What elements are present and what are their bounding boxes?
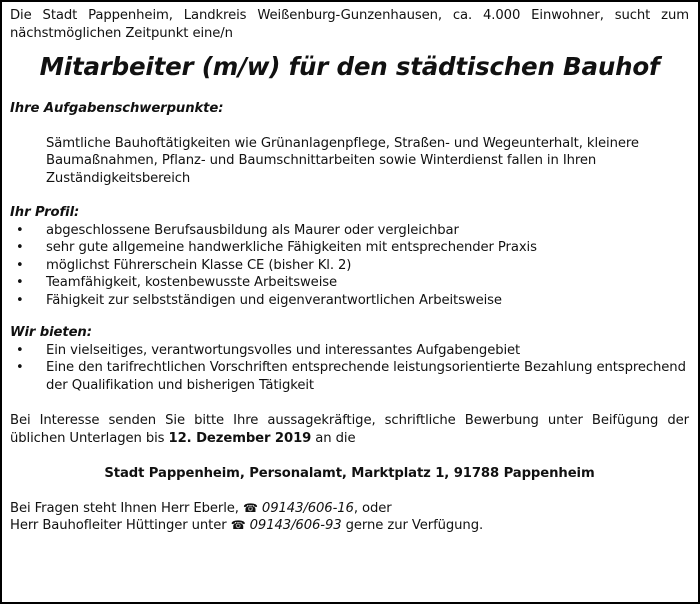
list-item-text: Ein vielseitiges, verantwortungsvolles und interessantes Aufgabengebiet [46, 342, 521, 358]
contact-line1-before: Bei Fragen steht Ihnen Herr Eberle, [10, 500, 243, 516]
contact-line2-after: gerne zur Verfügung. [341, 518, 484, 533]
list-item-text: sehr gute allgemeine handwerkliche Fähigkeiten mit entsprechender Praxis [46, 240, 537, 255]
offer-list [10, 342, 689, 395]
contact-info [10, 500, 689, 535]
intro-text: Die Stadt Pappenheim, Landkreis Weißenburg-Gunzenhausen, ca. 4.000 Einwohner, sucht zum nächstmöglichen Zeitpunkt eine/n [10, 8, 689, 41]
list-item [10, 239, 689, 257]
telephone-icon: ☎ [242, 500, 258, 515]
list-item [10, 257, 689, 275]
list-item [10, 274, 689, 292]
list-item-text: abgeschlossene Berufsausbildung als Maurer oder vergleichbar [46, 222, 459, 238]
list-item-text: Teamfähigkeit, kostenbewusste Arbeitsweise [46, 275, 338, 290]
postal-address: Stadt Pappenheim, Personalamt, Marktplatz 1, 91788 Pappenheim [104, 466, 595, 481]
bullet-icon: • [16, 222, 24, 238]
contact-line1-after: , oder [353, 500, 392, 516]
list-item [10, 359, 689, 394]
list-item [10, 292, 689, 310]
tasks-text: Sämtliche Bauhoftätigkeiten wie Grünanlagenpflege, Straßen- und Wegeunterhalt, kleinere Baumaßnahmen, Pflanz- und Baumschnittarbeiten sowie Winterdienst fallen in Ihren Zuständigkeitsbereich [46, 135, 639, 186]
bullet-icon: • [16, 257, 24, 273]
bullet-icon: • [16, 342, 24, 358]
contact-line2-before: Herr Bauhofleiter Hüttinger unter [10, 518, 231, 533]
profile-heading: Ihr Profil: [10, 205, 80, 220]
phone-number-huettinger[interactable]: 09143/606-93 [249, 518, 342, 533]
list-item-text: möglichst Führerschein Klasse CE (bisher Kl. 2) [46, 257, 352, 273]
list-item [10, 222, 689, 240]
tasks-heading: Ihre Aufgabenschwerpunkte: [10, 101, 224, 116]
list-item-text: Eine den tarifrechtlichen Vorschriften entsprechende leistungsorientierte Bezahlung entsprechend der Qualifikation und bisherigen Tätigkeit [46, 360, 686, 393]
bullet-icon: • [16, 360, 24, 375]
bullet-icon: • [16, 240, 24, 255]
job-title: Mitarbeiter (m/w) für den städtischen Bauhof [39, 52, 660, 81]
bullet-icon: • [16, 275, 24, 290]
closing-text-before: Bei Interesse senden Sie bitte Ihre aussagekräftige, schriftliche Bewerbung unter Beifügung der üblichen Unterlagen bis [10, 413, 689, 446]
closing-text-after: an die [311, 430, 356, 446]
offer-heading: Wir bieten: [10, 325, 92, 340]
bullet-icon: • [16, 292, 24, 308]
profile-list [10, 222, 689, 310]
closing-text [10, 412, 689, 447]
phone-number-eberle[interactable]: 09143/606-16 [261, 500, 354, 516]
list-item-text: Fähigkeit zur selbstständigen und eigenverantwortlichen Arbeitsweise [46, 292, 502, 308]
telephone-icon: ☎ [230, 518, 246, 532]
list-item [10, 342, 689, 360]
application-deadline: 12. Dezember 2019 [168, 430, 312, 446]
